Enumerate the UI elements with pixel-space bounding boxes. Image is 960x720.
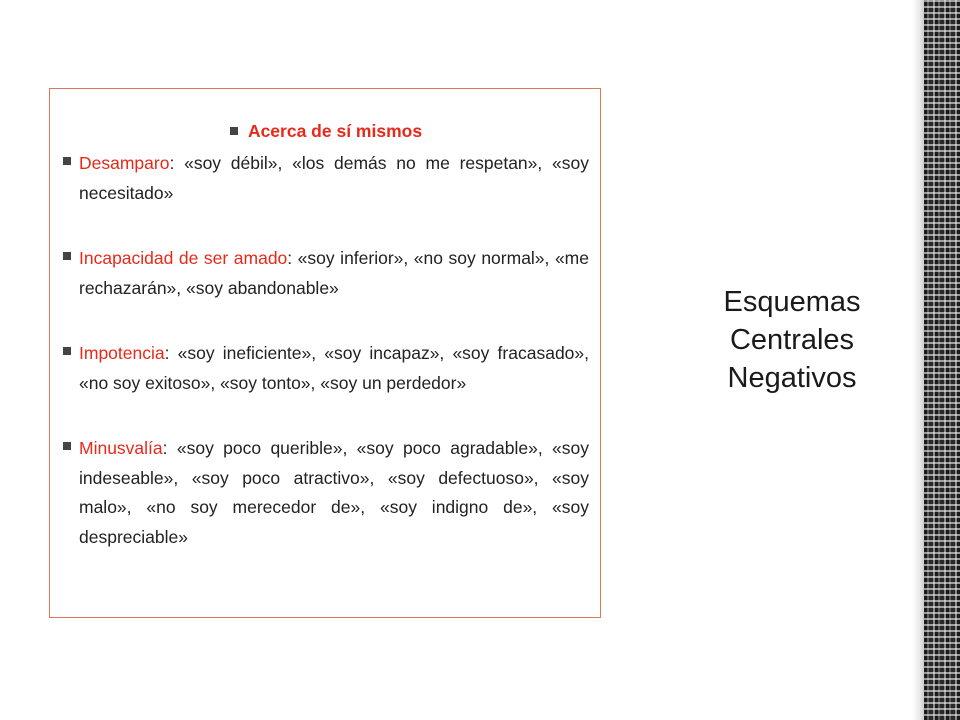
list-item-text	[79, 244, 589, 303]
striped-edge-decoration	[924, 0, 960, 720]
slide-title	[670, 283, 914, 397]
list-item-term: Impotencia	[79, 343, 165, 363]
slide-title-line: Centrales	[729, 324, 855, 356]
list-item-text	[79, 149, 589, 208]
list-item-text	[79, 339, 589, 398]
list-item-text	[79, 434, 589, 552]
content-box	[49, 88, 601, 618]
slide-title-line: Esquemas	[723, 286, 861, 318]
section-heading	[63, 119, 589, 143]
list-item-description: : «soy ineficiente», «soy incapaz», «soy fracasado», «no soy exitoso», «soy tonto», «soy un perdedor»	[79, 343, 589, 393]
list-item-term: Desamparo	[79, 153, 170, 173]
list-item-term: Incapacidad de ser amado	[79, 248, 288, 268]
list-item-minusvalia	[63, 434, 589, 552]
square-bullet-icon	[63, 157, 71, 165]
list-item-incapacidad	[63, 244, 589, 303]
list-item-desamparo	[63, 149, 589, 208]
square-bullet-icon	[63, 347, 71, 355]
list-item-impotencia	[63, 339, 589, 398]
square-bullet-icon	[63, 442, 71, 450]
list-item-description: : «soy poco querible», «soy poco agradable», «soy indeseable», «soy poco atractivo», «soy defectuoso», «soy malo», «no soy merecedor de», «soy indigno de», «soy despreciable»	[79, 438, 589, 547]
list-item-description: : «soy inferior», «no soy normal», «me rechazarán», «soy abandonable»	[79, 248, 589, 298]
section-heading-text: Acerca de sí mismos	[247, 121, 423, 141]
list-item-term: Minusvalía	[79, 438, 163, 458]
list-item-description: : «soy débil», «los demás no me respetan», «soy necesitado»	[79, 153, 589, 203]
slide-title-line: Negativos	[727, 362, 857, 394]
edge-shadow	[912, 0, 924, 720]
square-bullet-icon	[230, 127, 238, 135]
square-bullet-icon	[63, 252, 71, 260]
